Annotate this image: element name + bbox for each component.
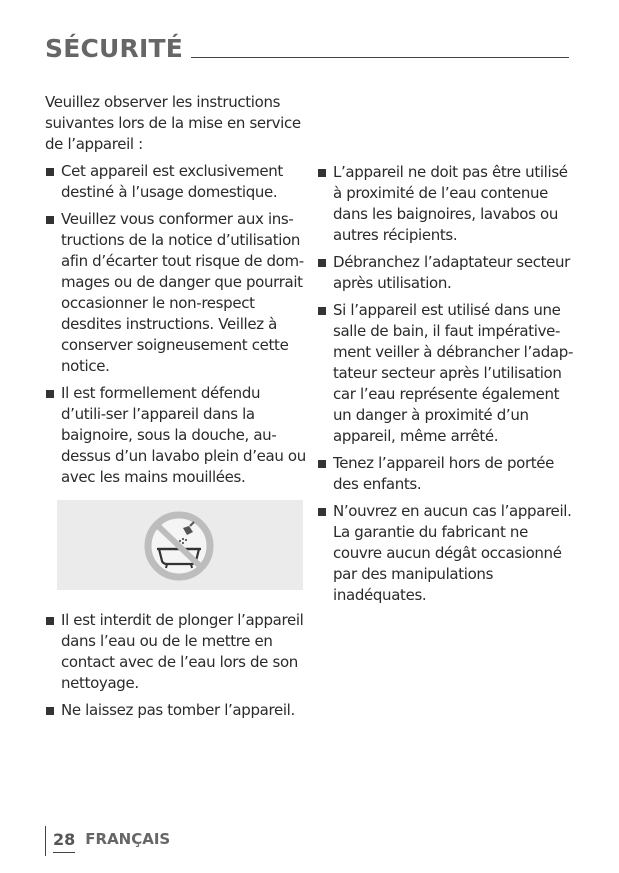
bullet-square-icon <box>318 169 326 177</box>
list-item-text: Il est interdit de plonger l’appareil dans l’eau ou de le mettre en contact avec de l’eau lors de son nettoyage. <box>61 611 304 692</box>
list-item-text: Tenez l’appareil hors de portée des enfants. <box>333 454 555 493</box>
bullet-list-top <box>45 161 307 488</box>
list-item <box>45 161 307 203</box>
page-number: 28 <box>53 830 75 853</box>
page-title: SÉCURITÉ <box>45 34 184 63</box>
list-item-text: L’appareil ne doit pas être utilisé à proximité de l’eau contenue dans les baignoires, lavabos ou autres récipients. <box>333 163 568 244</box>
list-item <box>45 700 307 721</box>
list-item-text: Veuillez vous conformer aux ins-tructions de la notice d’utilisation afin d’écarter tout risque de dom-mages ou de danger que pourrait occasionner le non-respect desdites instructions. Veillez à conserver soigneusement cette notice. <box>61 210 304 375</box>
list-item-text: Cet appareil est exclusivement destiné à l’usage domestique. <box>61 162 283 201</box>
bullet-square-icon <box>318 259 326 267</box>
intro-text: Veuillez observer les instructions suivantes lors de la mise en service de l’appareil : <box>45 93 301 153</box>
left-column <box>45 92 307 727</box>
bullet-square-icon <box>46 707 54 715</box>
bullet-square-icon <box>46 168 54 176</box>
list-item <box>317 501 579 606</box>
list-item <box>45 209 307 377</box>
bullet-list-bottom <box>45 610 307 721</box>
list-item-text: N’ouvrez en aucun cas l’appareil. La garantie du fabricant ne couvre aucun dégât occasionné par des manipulations inadéquates. <box>333 502 572 604</box>
page-footer <box>45 825 170 857</box>
right-column <box>317 162 579 612</box>
bullet-list-right <box>317 162 579 606</box>
list-item <box>317 453 579 495</box>
list-item-text: Si l’appareil est utilisé dans une salle de bain, il faut impérative-ment veiller à débrancher l’adap-tateur secteur après l’utilisation car l’eau représente également un danger à proximité d’un appareil, même arrêté. <box>333 301 574 445</box>
list-item-text: Il est formellement défendu d’utili-ser l’appareil dans la baignoire, sous la douche, au-dessus d’un lavabo plein d’eau ou avec les mains mouillées. <box>61 384 306 486</box>
list-item <box>45 610 307 694</box>
header-rule <box>191 57 569 58</box>
no-bath-shower-icon <box>139 510 219 582</box>
bullet-square-icon <box>46 216 54 224</box>
bullet-square-icon <box>46 390 54 398</box>
list-item <box>317 252 579 294</box>
list-item <box>45 383 307 488</box>
bullet-square-icon <box>46 617 54 625</box>
page-header <box>45 32 569 62</box>
list-item-text: Ne laissez pas tomber l’appareil. <box>61 701 295 719</box>
bullet-square-icon <box>318 508 326 516</box>
warning-figure <box>57 500 303 590</box>
list-item <box>317 300 579 447</box>
list-item <box>317 162 579 246</box>
language-label: FRANÇAIS <box>85 830 171 848</box>
list-item-text: Débranchez l’adaptateur secteur après utilisation. <box>333 253 571 292</box>
footer-rule <box>45 826 46 856</box>
bullet-square-icon <box>318 307 326 315</box>
bullet-square-icon <box>318 460 326 468</box>
